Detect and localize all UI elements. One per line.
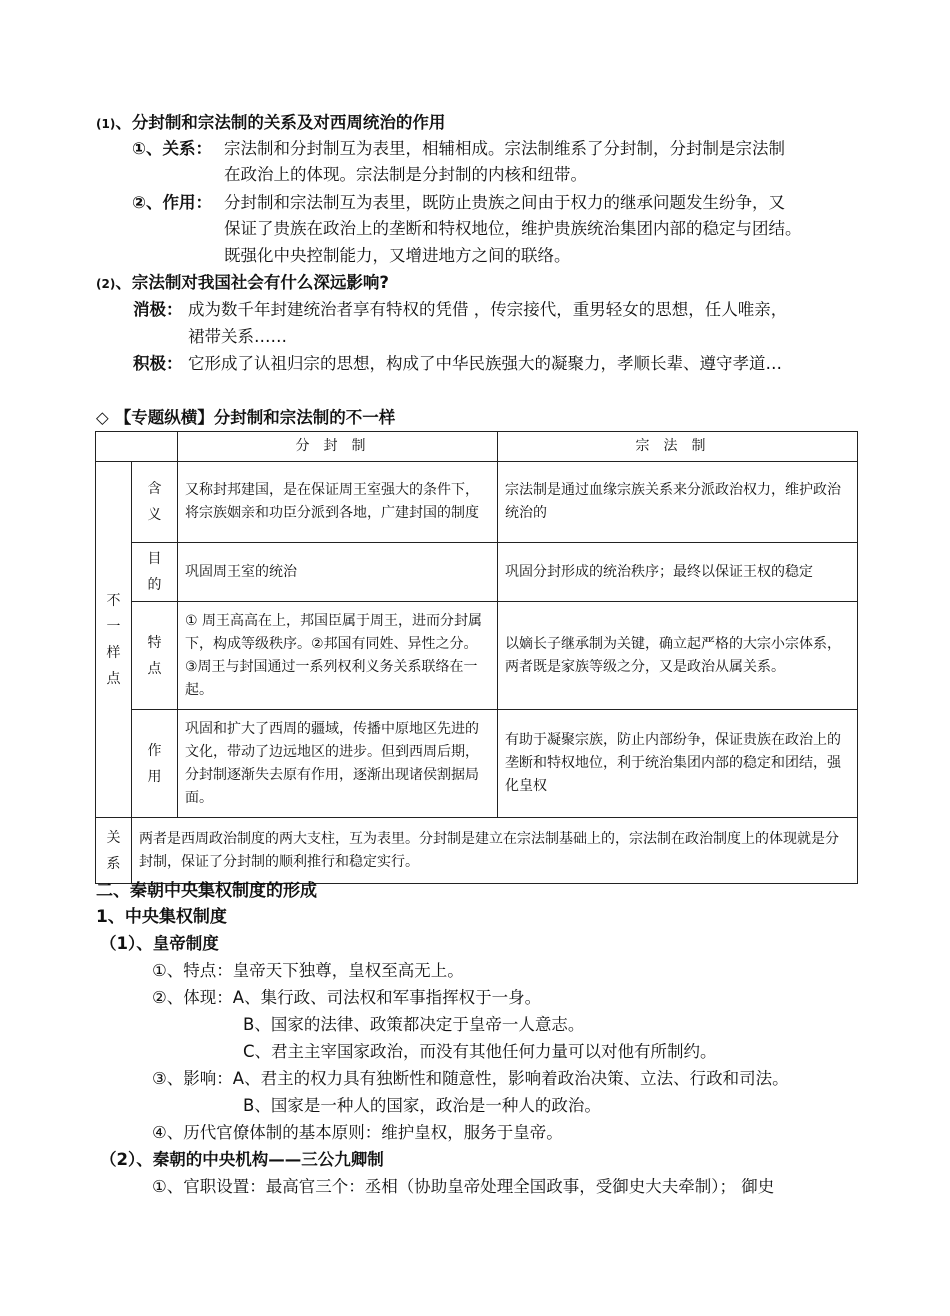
table-row [96,602,858,710]
table-row [96,710,858,818]
positive-text-line1: 它形成了认祖归宗的思想，构成了中华民族强大的凝聚力，孝顺长辈、遵守孝道… [188,354,782,373]
central-institution-heading: （2）、秦朝的中央机构——三公九卿制 [100,1150,384,1169]
row-label: 作用 [132,710,178,818]
effect-text-line3: 既强化中央控制能力，又增进地方之间的联络。 [224,246,571,265]
question-2-heading: (2)、宗法制对我国社会有什么深远影响? [96,273,389,292]
feature-line: ①、特点：皇帝天下独尊，皇权至高无上。 [152,961,464,980]
zongfa-cell: 有助于凝聚宗族，防止内部纷争，保证贵族在政治上的垄断和特权地位，利于统治集团内部的稳定和团结，强化皇权 [498,710,858,818]
embody-line-a: ②、体现：A、集行政、司法权和军事指挥权于一身。 [152,988,542,1007]
table-header-row [96,432,858,462]
effect-label: ②、作用： [132,193,212,212]
zongfa-cell: 宗法制是通过血缘宗族关系来分派政治权力，维护政治统治的 [498,462,858,543]
central-power-heading: 1、中央集权制度 [96,907,227,927]
group-label-cell: 不一样点 [96,462,132,818]
emperor-system-heading: （1）、皇帝制度 [100,934,219,953]
relation-text-line2: 在政治上的体现。宗法制是分封制的内核和纽带。 [224,165,587,184]
principle-line: ④、历代官僚体制的基本原则：维护皇权，服务于皇帝。 [152,1123,563,1142]
effect-text-line2: 保证了贵族在政治上的垄断和特权地位，维护贵族统治集团内部的稳定与团结。 [224,219,802,238]
fengjian-cell: ① 周王高高在上，邦国臣属于周王，进而分封属下，构成等级秩序。②邦国有同姓、异性之分。③周王与封国通过一系列权利义务关系联络在一起。 [178,602,498,710]
relation-row [96,818,858,884]
impact-line-a: ③、影响：A、君主的权力具有独断性和随意性，影响着政治决策、立法、行政和司法。 [152,1069,789,1088]
row-label: 目的 [132,543,178,602]
embody-line-b: B、国家的法律、政策都决定于皇帝一人意志。 [243,1015,585,1034]
negative-label: 消极： [133,300,183,319]
header-empty-cell [96,432,178,462]
table-row [96,462,858,543]
comparison-table [95,431,858,884]
header-zongfa: 宗法制 [498,432,858,462]
zongfa-cell: 以嫡长子继承制为关键，确立起严格的大宗小宗体系，两者既是家族等级之分，又是政治从属关系。 [498,602,858,710]
officials-line: ①、官职设置：最高官三个：丞相（协助皇帝处理全国政事，受御史大夫牵制）； 御史 [152,1177,775,1196]
impact-line-b: B、国家是一种人的国家，政治是一种人的政治。 [243,1096,601,1115]
fengjian-cell: 巩固和扩大了西周的疆域，传播中原地区先进的文化，带动了边远地区的进步。但到西周后期，分封制逐渐失去原有作用，逐渐出现诸侯割据局面。 [178,710,498,818]
section-2-heading: 二、秦朝中央集权制度的形成 [96,881,317,901]
diamond-icon: ◇ [96,408,109,427]
row-label: 特点 [132,602,178,710]
relation-label: ①、关系： [132,139,212,158]
topic-heading: ◇ 【专题纵横】分封制和宗法制的不一样 [96,408,396,427]
negative-text-line2: 裙带关系…… [188,327,287,346]
row-label: 含义 [132,462,178,543]
effect-text-line1: 分封制和宗法制互为表里，既防止贵族之间由于权力的继承问题发生纷争，又 [224,193,785,212]
relation-text-cell: 两者是西周政治制度的两大支柱，互为表里。分封制是建立在宗法制基础上的，宗法制在政治制度上的体现就是分封制，保证了分封制的顺利推行和稳定实行。 [132,818,858,884]
negative-text-line1: 成为数千年封建统治者享有特权的凭借 ，传宗接代，重男轻女的思想，任人唯亲， [188,300,788,319]
fengjian-cell: 又称封邦建国，是在保证周王室强大的条件下，将宗族姻亲和功臣分派到各地，广建封国的制度 [178,462,498,543]
positive-label: 积极： [133,354,183,373]
fengjian-cell: 巩固周王室的统治 [178,543,498,602]
header-fengjian: 分封制 [178,432,498,462]
question-1-heading: (1)、分封制和宗法制的关系及对西周统治的作用 [96,113,446,132]
zongfa-cell: 巩固分封形成的统治秩序；最终以保证王权的稳定 [498,543,858,602]
relation-text-line1: 宗法制和分封制互为表里，相辅相成。宗法制维系了分封制，分封制是宗法制 [224,139,785,158]
table-row [96,543,858,602]
embody-line-c: C、君主主宰国家政治，而没有其他任何力量可以对他有所制约。 [243,1042,717,1061]
relation-label-cell: 关系 [96,818,132,884]
